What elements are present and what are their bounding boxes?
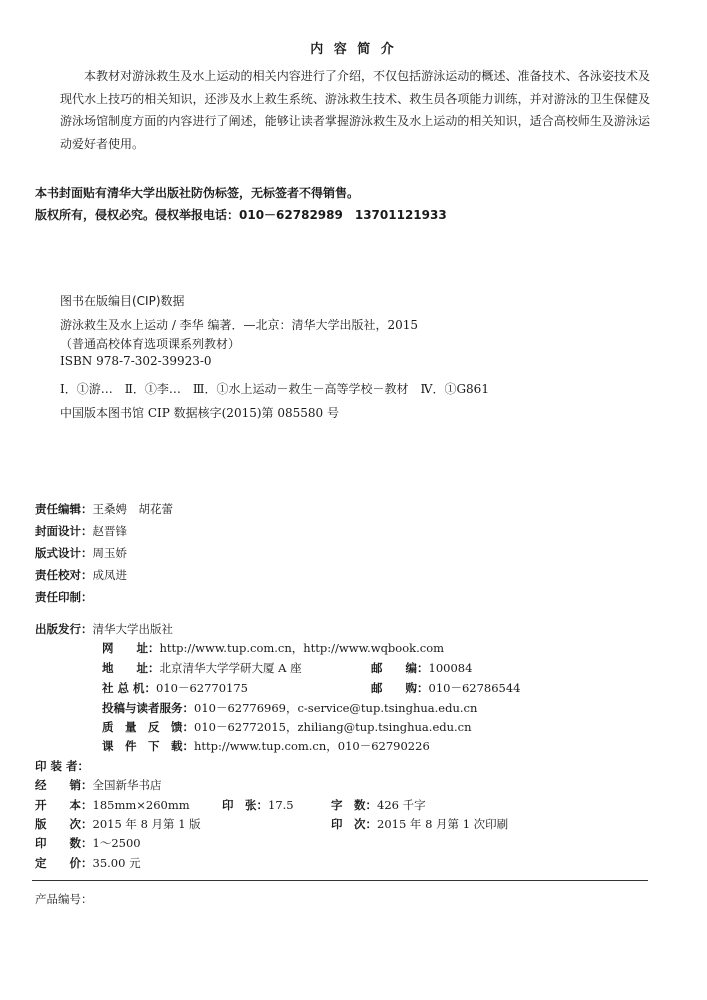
- website-label: 网 址：: [102, 641, 160, 655]
- print-quantity-label: 印 数：: [35, 836, 93, 850]
- edition-row: [35, 816, 201, 832]
- distributor-row: [35, 777, 162, 793]
- publisher-label: 出版发行：: [35, 622, 93, 636]
- publisher-row: [35, 621, 173, 637]
- copyright-notice: 版权所有，侵权必究。侵权举报电话：010－62782989 13701121933: [35, 208, 447, 222]
- staff-value: 周玉娇: [92, 546, 127, 560]
- edition-value: 2015 年 8 月第 1 版: [92, 817, 201, 831]
- quality-feedback-value: 010－62772015，zhiliang@tup.tsinghua.edu.cn: [194, 720, 472, 734]
- summary-paragraph: 本教材对游泳救生及水上运动的相关内容进行了介绍，不仅包括游泳运动的概述、准备技术、各泳姿技术及现代水上技巧的相关知识，还涉及水上救生系统、游泳救生技术、救生员各项能力训练，并对游泳的卫生保健及游泳场馆制度方面的内容进行了阐述，能够让读者掌握游泳救生及水上运动的相关知识，适合高校师生及游泳运动爱好者使用。: [60, 69, 650, 151]
- courseware-row: [102, 738, 430, 754]
- word-count-value: 426 千字: [377, 798, 426, 812]
- price-row: [35, 855, 141, 871]
- reader-service-value: 010－62776969，c-service@tup.tsinghua.edu.cn: [194, 701, 478, 715]
- print-quantity-value: 1～2500: [92, 836, 141, 850]
- staff-value: 成凤进: [92, 568, 127, 582]
- anti-counterfeit-notice: 本书封面贴有清华大学出版社防伪标签，无标签者不得销售。: [35, 186, 360, 200]
- word-count-label: 字 数：: [331, 798, 377, 812]
- staff-print-manager: [35, 589, 93, 605]
- product-number-label: 产品编号：: [35, 892, 93, 906]
- quality-feedback-row: [102, 719, 472, 735]
- printer-row: [35, 758, 89, 774]
- reader-service-row: [102, 700, 477, 716]
- price-value: 35.00 元: [92, 856, 141, 870]
- word-count-row: [331, 797, 426, 813]
- cip-heading: 图书在版编目(CIP)数据: [60, 294, 185, 308]
- postcode-label: 邮 编：: [371, 661, 429, 675]
- staff-label: 版式设计：: [35, 546, 93, 560]
- staff-editor: [35, 501, 173, 517]
- sheets-value: 17.5: [268, 798, 294, 812]
- staff-value: 赵晋锋: [92, 524, 127, 538]
- courseware-label: 课 件 下 载：: [102, 739, 194, 753]
- sheets-row: [222, 797, 294, 813]
- divider-line: [32, 880, 648, 881]
- distributor-value: 全国新华书店: [92, 778, 162, 792]
- printing-row: [331, 816, 508, 832]
- staff-proofreader: [35, 567, 127, 583]
- edition-label: 版 次：: [35, 817, 93, 831]
- website-value: http://www.tup.com.cn，http://www.wqbook.com: [159, 641, 445, 655]
- cip-record-number: 中国版本图书馆 CIP 数据核字(2015)第 085580 号: [60, 406, 339, 420]
- quality-feedback-label: 质 量 反 馈：: [102, 720, 194, 734]
- postcode-row: [371, 660, 472, 676]
- summary-title: 内 容 简 介: [310, 42, 397, 57]
- format-row: [35, 797, 190, 813]
- switchboard-value: 010－62770175: [156, 681, 248, 695]
- printing-value: 2015 年 8 月第 1 次印刷: [377, 817, 509, 831]
- address-value: 北京清华大学学研大厦 A 座: [159, 661, 302, 675]
- mail-order-value: 010－62786544: [428, 681, 521, 695]
- publisher-value: 清华大学出版社: [92, 622, 173, 636]
- cip-title-line: 游泳救生及水上运动 / 李华 编著．—北京：清华大学出版社，2015: [60, 318, 419, 332]
- postcode-value: 100084: [428, 661, 473, 675]
- staff-value: 王桑娉 胡花蕾: [92, 502, 173, 516]
- staff-cover-design: [35, 523, 127, 539]
- website-row: [102, 640, 444, 656]
- staff-label: 责任印制：: [35, 590, 93, 604]
- cip-isbn: ISBN 978-7-302-39923-0: [60, 354, 212, 368]
- address-row: [102, 660, 302, 676]
- cip-classification: Ⅰ．①游… Ⅱ．①李… Ⅲ．①水上运动－救生－高等学校－教材 Ⅳ．①G861: [60, 382, 489, 396]
- staff-label: 封面设计：: [35, 524, 93, 538]
- print-quantity-row: [35, 835, 141, 851]
- mail-order-row: [371, 680, 520, 696]
- switchboard-label: 社 总 机：: [102, 681, 157, 695]
- distributor-label: 经 销：: [35, 778, 93, 792]
- product-number-row: [35, 891, 93, 907]
- price-label: 定 价：: [35, 856, 93, 870]
- staff-layout-design: [35, 545, 127, 561]
- mail-order-label: 邮 购：: [371, 681, 429, 695]
- staff-label: 责任校对：: [35, 568, 93, 582]
- printer-label: 印 装 者：: [35, 759, 90, 773]
- printing-label: 印 次：: [331, 817, 377, 831]
- format-label: 开 本：: [35, 798, 93, 812]
- cip-series-line: （普通高校体育选项课系列教材）: [60, 337, 241, 351]
- sheets-label: 印 张：: [222, 798, 268, 812]
- courseware-value: http://www.tup.com.cn，010－62790226: [194, 739, 430, 753]
- address-label: 地 址：: [102, 661, 160, 675]
- reader-service-label: 投稿与读者服务：: [102, 701, 194, 715]
- format-value: 185mm×260mm: [92, 798, 190, 812]
- staff-label: 责任编辑：: [35, 502, 93, 516]
- switchboard-row: [102, 680, 248, 696]
